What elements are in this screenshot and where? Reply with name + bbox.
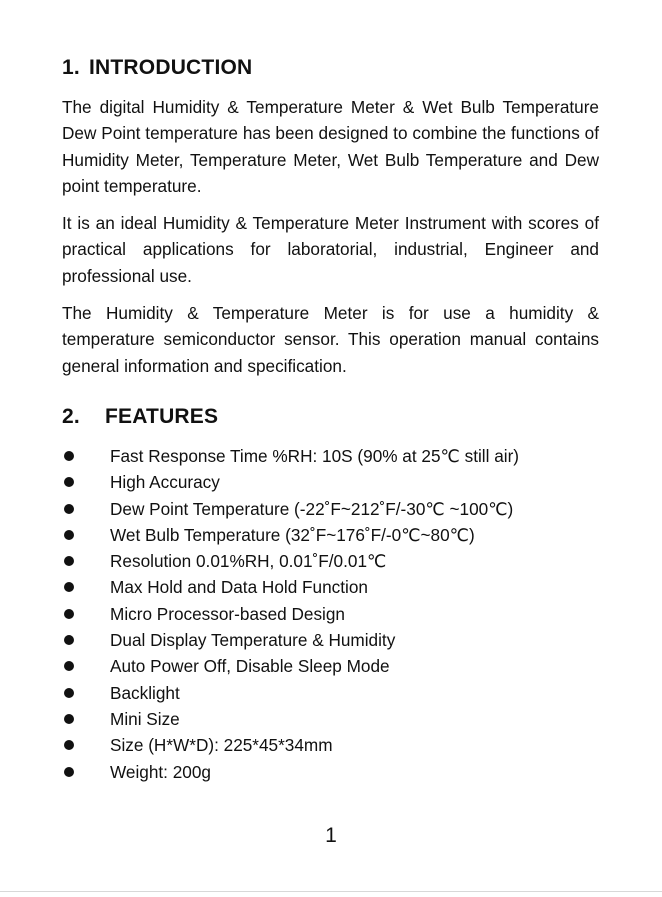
bottom-divider [0, 891, 662, 892]
feature-text: Mini Size [110, 708, 180, 729]
bullet-icon [64, 688, 74, 698]
feature-item [62, 680, 622, 706]
feature-text: Max Hold and Data Hold Function [110, 577, 368, 598]
bullet-icon [64, 714, 74, 724]
intro-paragraph-1: The digital Humidity & Temperature Meter & Wet Bulb Temperature Dew Point temperature has been designed to combine the functions of Humidity Meter, Temperature Meter, Wet Bulb Temperature and Dew point temperature. [62, 97, 599, 196]
feature-text: Weight: 200g [110, 761, 211, 782]
feature-item [62, 653, 622, 679]
feature-item [62, 443, 622, 469]
bullet-icon [64, 661, 74, 671]
intro-paragraph-2: It is an ideal Humidity & Temperature Meter Instrument with scores of practical applications for laboratorial, industrial, Engineer and professional use. [62, 213, 599, 286]
feature-text: Backlight [110, 682, 180, 703]
introduction-title: INTRODUCTION [89, 56, 253, 79]
feature-item [62, 759, 622, 785]
features-number: 2. [62, 405, 80, 428]
bullet-icon [64, 767, 74, 777]
introduction-number: 1. [62, 56, 80, 79]
introduction-heading [62, 56, 252, 80]
bullet-icon [64, 530, 74, 540]
feature-item [62, 706, 622, 732]
features-heading [62, 405, 218, 429]
feature-item [62, 469, 622, 495]
bullet-icon [64, 451, 74, 461]
feature-text: Dual Display Temperature & Humidity [110, 630, 396, 651]
feature-item [62, 522, 622, 548]
intro-paragraph-3: The Humidity & Temperature Meter is for use a humidity & temperature semiconductor sensor. This operation manual contains general information and specification. [62, 303, 599, 376]
bullet-icon [64, 477, 74, 487]
feature-text: Dew Point Temperature (-22˚F~212˚F/-30℃ ~100℃) [110, 498, 514, 519]
bullet-icon [64, 635, 74, 645]
bullet-icon [64, 609, 74, 619]
feature-item [62, 574, 622, 600]
feature-text: High Accuracy [110, 472, 220, 493]
feature-text: Auto Power Off, Disable Sleep Mode [110, 656, 390, 677]
feature-text: Micro Processor-based Design [110, 603, 345, 624]
feature-text: Size (H*W*D): 225*45*34mm [110, 735, 333, 756]
feature-item [62, 601, 622, 627]
feature-text: Fast Response Time %RH: 10S (90% at 25℃ still air) [110, 446, 520, 466]
bullet-icon [64, 740, 74, 750]
feature-item [62, 548, 622, 574]
features-title: FEATURES [105, 405, 219, 428]
feature-item [62, 627, 622, 653]
page-number: 1 [325, 824, 337, 847]
feature-text: Wet Bulb Temperature (32˚F~176˚F/-0℃~80℃) [110, 524, 475, 545]
bullet-icon [64, 556, 74, 566]
bullet-icon [64, 504, 74, 514]
bullet-icon [64, 582, 74, 592]
features-list [62, 443, 622, 785]
feature-text: Resolution 0.01%RH, 0.01˚F/0.01℃ [110, 551, 387, 572]
feature-item [62, 496, 622, 522]
feature-item [62, 732, 622, 758]
